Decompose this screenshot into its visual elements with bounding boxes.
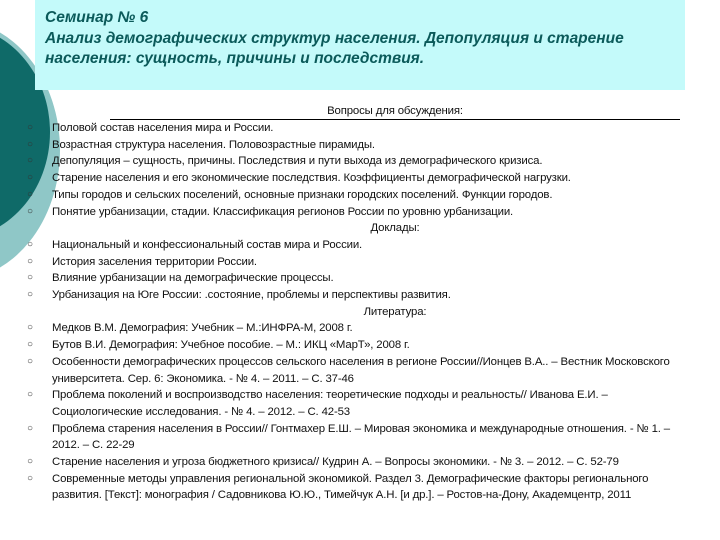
list-item xyxy=(0,254,680,271)
list-item xyxy=(0,287,680,304)
list-item-text: Старение населения и его экономические последствия. Коэффициенты демографической нагрузки. xyxy=(52,172,571,185)
list-item-text: Современные методы управления региональной экономикой. Раздел 3. Демографические факторы регионального развития. [Текст]: монография / Садовникова Ю.Ю., Тимейчук А.Н. [и др.]. – Ростов-на-Дону, Академцентр, 2011 xyxy=(52,472,649,502)
list-item xyxy=(0,471,680,504)
list-item xyxy=(0,120,680,137)
questions-list xyxy=(0,120,680,220)
list-item-text: Понятие урбанизации, стадии. Классификация регионов России по уровню урбанизации. xyxy=(52,205,514,218)
list-item-text: Депопуляция – сущность, причины. Последствия и пути выхода из демографического кризиса. xyxy=(52,155,543,168)
list-item xyxy=(0,320,680,337)
seminar-topic: Анализ демографических структур населения. Депопуляция и старение населения: сущность, причины и последствия. xyxy=(45,29,624,67)
bullet-icon: ○ xyxy=(27,155,33,167)
list-item-text: Национальный и конфессиональный состав мира и России. xyxy=(52,238,363,251)
list-item-text: Влияние урбанизации на демографические процессы. xyxy=(52,272,334,285)
reports-list xyxy=(0,237,680,304)
list-item-text: История заселения территории России. xyxy=(52,255,257,268)
bullet-icon: ○ xyxy=(27,255,33,267)
list-item xyxy=(0,421,680,454)
literature-heading: Литература: xyxy=(363,305,427,318)
list-item-text: Половой состав населения мира и России. xyxy=(52,122,274,134)
list-item-text: Возрастная структура населения. Половозрастные пирамиды. xyxy=(52,138,375,151)
list-item-text: Особенности демографических процессов сельского населения в регионе России//Ионцев В.А.. – Вестник Московского университета. Сер. 6: Экономика. - № 4. – 2011. – С. 37-46 xyxy=(52,355,670,385)
bullet-icon: ○ xyxy=(27,456,33,468)
bullet-icon: ○ xyxy=(27,238,33,250)
bullet-icon: ○ xyxy=(27,172,33,184)
bullet-icon: ○ xyxy=(27,472,33,484)
list-item xyxy=(0,454,680,471)
list-item-text: Типы городов и сельских поселений, основные признаки городских поселений. Функции городов. xyxy=(52,188,553,201)
list-item-text: Бутов В.И. Демография: Учебное пособие. – М.: ИКЦ «МарТ», 2008 г. xyxy=(52,339,410,352)
bullet-icon: ○ xyxy=(27,389,33,401)
bullet-icon: ○ xyxy=(27,205,33,217)
bullet-icon: ○ xyxy=(27,122,33,133)
bullet-icon: ○ xyxy=(27,339,33,351)
bullet-icon: ○ xyxy=(27,322,33,334)
bullet-icon: ○ xyxy=(27,138,33,150)
list-item-text: Проблема поколений и воспроизводство населения: теоретические подходы и реальность// Иванова Е.И. – Социологические исследования. - № 4. – 2012. – С. 42-53 xyxy=(52,389,608,418)
slide-title xyxy=(45,8,675,70)
list-item xyxy=(0,187,680,204)
bullet-icon: ○ xyxy=(27,422,33,434)
literature-list xyxy=(0,320,680,504)
list-item xyxy=(0,153,680,170)
list-item xyxy=(0,387,680,420)
list-item-text: Старение населения и угроза бюджетного кризиса// Кудрин А. – Вопросы экономики. - № 3. – 2012. – С. 52-79 xyxy=(52,456,619,469)
slide-content xyxy=(0,103,680,504)
list-item xyxy=(0,237,680,254)
list-item xyxy=(0,137,680,154)
bullet-icon: ○ xyxy=(27,272,33,284)
list-item xyxy=(0,270,680,287)
list-item-text: Медков В.М. Демография: Учебник – М.:ИНФРА-М, 2008 г. xyxy=(52,322,353,335)
list-item xyxy=(0,204,680,221)
bullet-icon: ○ xyxy=(27,289,33,301)
seminar-number: Семинар № 6 xyxy=(45,9,149,26)
list-item-text: Урбанизация на Юге России: .состояние, проблемы и перспективы развития. xyxy=(52,289,451,302)
bullet-icon: ○ xyxy=(27,188,33,200)
bullet-icon: ○ xyxy=(27,355,33,367)
list-item-text: Проблема старения населения в России// Гонтмахер Е.Ш. – Мировая экономика и международные отношения. - № 1. – 2012. – С. 22-29 xyxy=(52,422,670,452)
reports-heading: Доклады: xyxy=(370,222,420,235)
questions-heading: Вопросы для обсуждения: xyxy=(110,103,680,120)
list-item xyxy=(0,170,680,187)
list-item xyxy=(0,354,680,387)
list-item xyxy=(0,337,680,354)
